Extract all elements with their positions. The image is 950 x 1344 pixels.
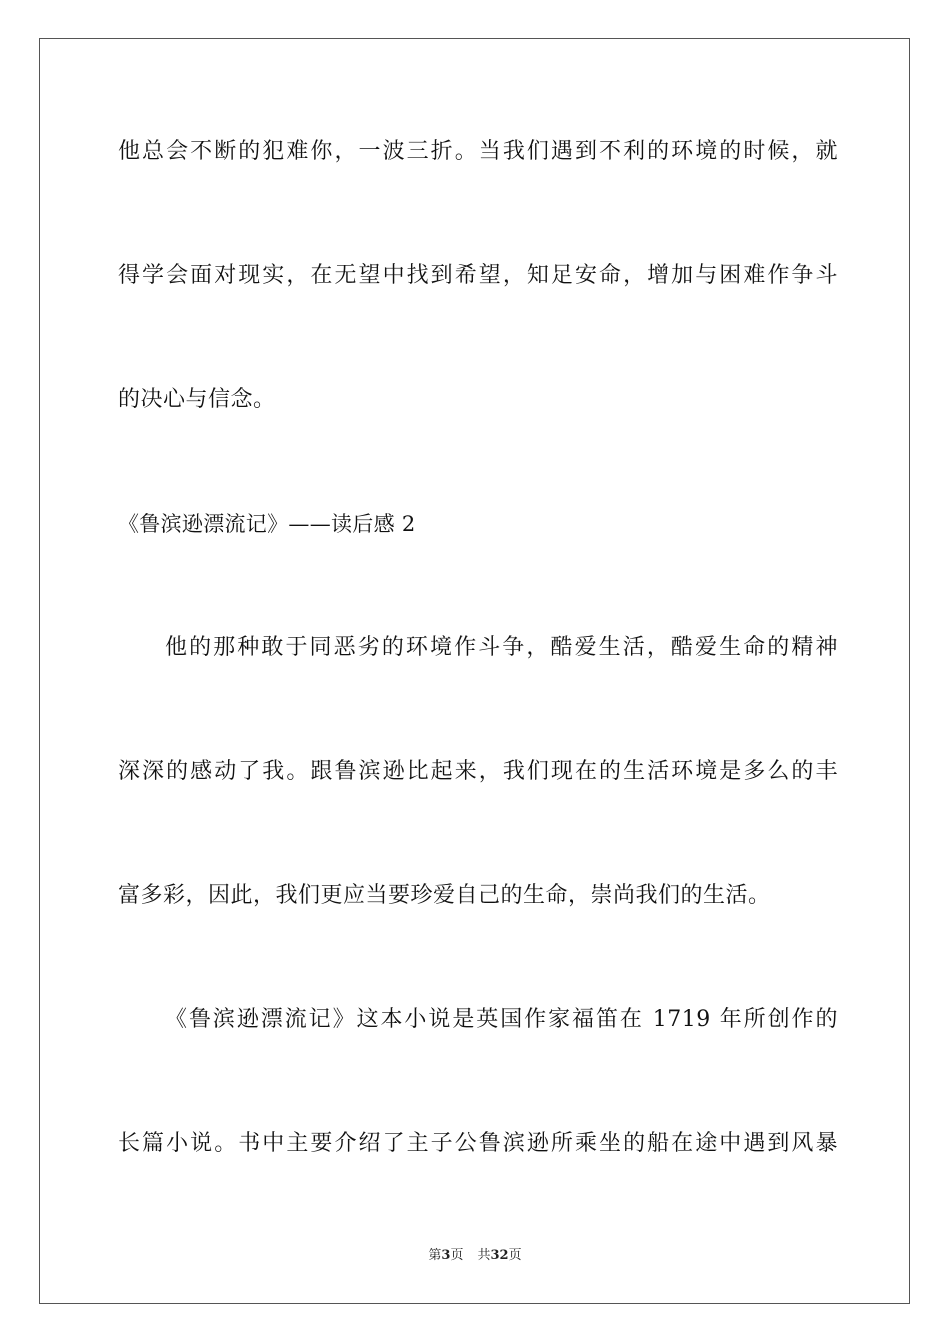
page-footer [0,1247,950,1265]
footer-total-pages: 32 [490,1248,509,1263]
page-border [39,38,910,1304]
footer-prefix: 第 [428,1248,442,1263]
section-heading: 《鲁滨逊漂流记》——读后感 2 [118,512,416,536]
footer-total-prefix: 共 [477,1248,491,1263]
footer-total-unit: 页 [508,1248,522,1263]
footer-page-number: 3 [441,1248,451,1263]
paragraph3-line-2: 长篇小说。书中主要介绍了主子公鲁滨逊所乘坐的船在途中遇到风暴 [118,1131,838,1156]
body-line-3: 的决心与信念。 [118,387,276,412]
paragraph2-line-2: 深深的感动了我。跟鲁滨逊比起来，我们现在的生活环境是多么的丰 [118,759,838,784]
footer-page-unit: 页 [450,1248,464,1263]
paragraph2-line-3: 富多彩，因此，我们更应当要珍爱自己的生命，崇尚我们的生活。 [118,883,771,908]
paragraph2-line-1: 他的那种敢于同恶劣的环境作斗争，酷爱生活，酷爱生命的精神 [165,635,838,660]
body-line-1: 他总会不断的犯难你，一波三折。当我们遇到不利的环境的时候，就 [118,139,838,164]
body-line-2: 得学会面对现实，在无望中找到希望，知足安命，增加与困难作争斗 [118,263,838,288]
paragraph3-line-1: 《鲁滨逊漂流记》这本小说是英国作家福笛在 1719 年所创作的 [165,1007,838,1032]
